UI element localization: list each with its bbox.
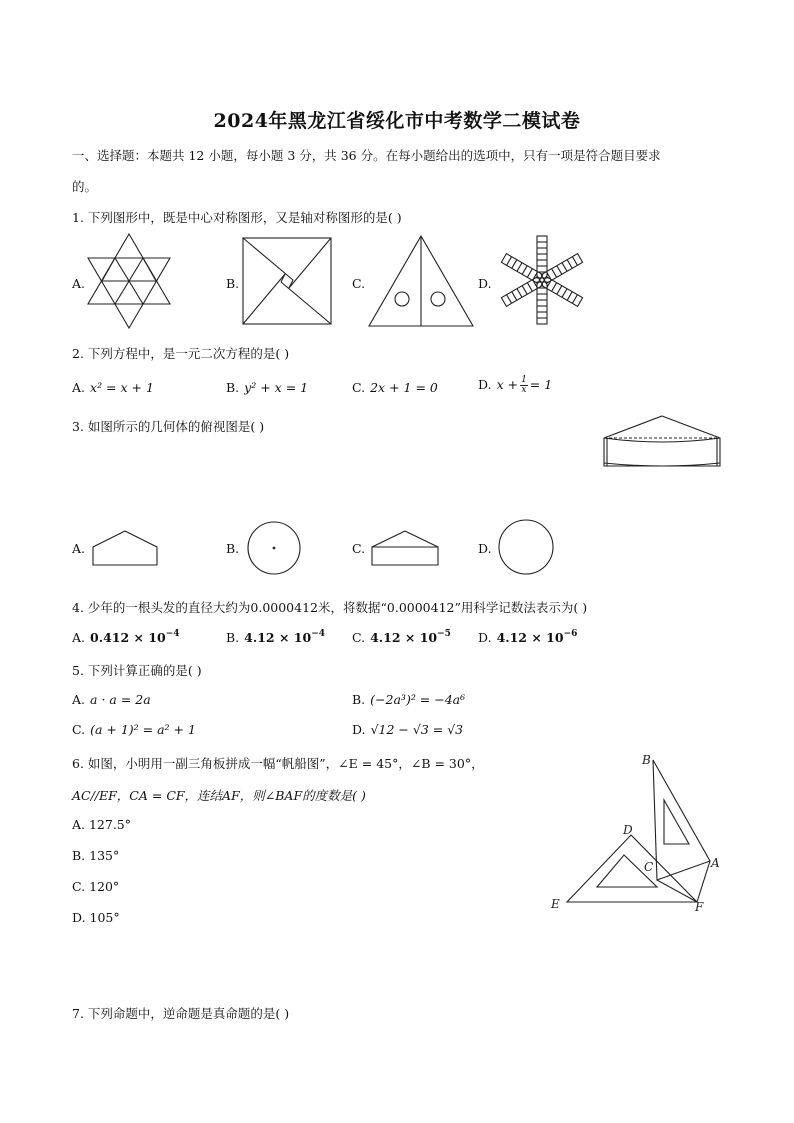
- q6-option-d: D. 105°: [72, 910, 120, 925]
- q2-option-d-expr-post: = 1: [529, 377, 553, 392]
- q1-option-a-label: A.: [72, 276, 86, 291]
- q6-label-f: F: [695, 900, 704, 914]
- q4-option-c-label: C.: [352, 630, 366, 645]
- q3-option-c-label: C.: [352, 541, 366, 556]
- q2-option-a-expr: x² = x + 1: [90, 380, 154, 395]
- q2-option-b-label: B.: [226, 380, 240, 395]
- q3-stem: 3. 如图所示的几何体的俯视图是( ): [72, 419, 265, 434]
- q1-option-b-label: B.: [226, 276, 240, 291]
- q6-label-c: C: [644, 860, 654, 874]
- q4-option-d-exp: −6: [563, 629, 578, 639]
- q6-label-b: B: [642, 753, 651, 767]
- q4-option-a-label: A.: [72, 630, 86, 645]
- q6-option-b: B. 135°: [72, 848, 120, 863]
- q4-option-a-exp: −4: [165, 629, 180, 639]
- q6-label-e: E: [551, 897, 560, 911]
- q4-option-a: [72, 629, 180, 645]
- q2-option-c: [352, 380, 438, 395]
- q6-sailboat-figure: [550, 750, 730, 915]
- q2-option-a: [72, 380, 154, 395]
- q5-option-c: [72, 722, 196, 737]
- q6-label-a: A: [711, 856, 720, 870]
- q2-option-d-numerator: 1: [521, 375, 527, 385]
- q4-option-c-exp: −5: [437, 629, 451, 639]
- q5-option-c-label: C.: [72, 722, 86, 737]
- q4-option-b-exp: −4: [311, 629, 326, 639]
- q3-option-a-pentagon-figure: [93, 531, 157, 567]
- q1-option-c-label: C.: [352, 276, 366, 291]
- section-instruction-line2: 的。: [72, 179, 98, 194]
- q2-option-d-label: D.: [478, 377, 492, 392]
- q3-option-b-label: B.: [226, 541, 240, 556]
- q6-stem-line1: 6. 如图，小明用一副三角板拼成一幅“帆船图”，∠E = 45°，∠B = 30°，: [72, 756, 484, 771]
- q1-option-d-windmill-figure: [496, 234, 588, 328]
- q6-label-d: D: [623, 823, 633, 837]
- q2-option-b: [226, 380, 308, 395]
- q4-option-b: [226, 629, 325, 645]
- q2-option-d-denominator: x: [521, 385, 527, 395]
- q4-option-c: [352, 629, 451, 645]
- q5-option-c-expr: (a + 1)² = a² + 1: [90, 722, 196, 737]
- q5-stem: 5. 下列计算正确的是( ): [72, 663, 202, 678]
- q5-option-b-expr: (−2a³)² = −4a⁶: [370, 692, 466, 707]
- q5-option-a-expr: a · a = 2a: [90, 692, 151, 707]
- q1-option-c-triangle-figure: [369, 236, 473, 328]
- q2-option-d-fraction: [520, 376, 528, 395]
- q3-option-d-circle-figure: [499, 520, 555, 576]
- q6-stem-line2: AC//EF，CA = CF，连结AF，则∠BAF的度数是( ): [72, 788, 366, 803]
- q1-option-b-square-figure: [243, 238, 331, 324]
- q3-option-c-pentagon-line-figure: [372, 531, 438, 567]
- q5-option-a-label: A.: [72, 692, 86, 707]
- q4-option-a-base: 0.412 × 10: [90, 630, 166, 645]
- q4-option-b-label: B.: [226, 630, 240, 645]
- q2-option-a-label: A.: [72, 380, 86, 395]
- q5-option-a: [72, 692, 151, 707]
- q1-option-d-label: D.: [478, 276, 492, 291]
- section-instruction-line1: 一、选择题：本题共 12 小题，每小题 3 分，共 36 分。在每小题给出的选项中，只有一项是符合题目要求: [72, 148, 661, 163]
- q5-option-b: [352, 692, 465, 707]
- q2-option-c-label: C.: [352, 380, 366, 395]
- q2-option-b-expr: y² + x = 1: [244, 380, 309, 395]
- q2-option-c-expr: 2x + 1 = 0: [370, 380, 438, 395]
- q3-option-b-circle-dot-figure: [247, 521, 301, 575]
- q5-option-d-expr: √12 − √3 = √3: [370, 722, 464, 737]
- q4-stem: 4. 少年的一根头发的直径大约为0.0000412米，将数据“0.0000412”用科学记数法表示为( ): [72, 600, 588, 615]
- q3-solid-figure: [604, 416, 720, 470]
- q1-option-a-star-figure: [88, 234, 170, 328]
- q4-option-c-base: 4.12 × 10: [370, 630, 438, 645]
- q3-option-d-label: D.: [478, 541, 492, 556]
- q4-option-d: [478, 629, 577, 645]
- q4-option-d-label: D.: [478, 630, 492, 645]
- q3-option-a-label: A.: [72, 541, 86, 556]
- page-title: 2024年黑龙江省绥化市中考数学二模试卷: [213, 110, 581, 132]
- q2-option-d-expr-pre: x +: [496, 377, 519, 392]
- q5-option-b-label: B.: [352, 692, 366, 707]
- q2-option-d: [478, 376, 552, 395]
- q5-option-d: [352, 722, 463, 737]
- q4-option-d-base: 4.12 × 10: [496, 630, 564, 645]
- q6-option-c: C. 120°: [72, 879, 120, 894]
- q1-stem: 1. 下列图形中，既是中心对称图形，又是轴对称图形的是( ): [72, 210, 402, 225]
- q2-stem: 2. 下列方程中，是一元二次方程的是( ): [72, 346, 290, 361]
- q6-option-a: A. 127.5°: [72, 817, 132, 832]
- q4-option-b-base: 4.12 × 10: [244, 630, 312, 645]
- q5-option-d-label: D.: [352, 722, 366, 737]
- q7-stem: 7. 下列命题中，逆命题是真命题的是( ): [72, 1006, 290, 1021]
